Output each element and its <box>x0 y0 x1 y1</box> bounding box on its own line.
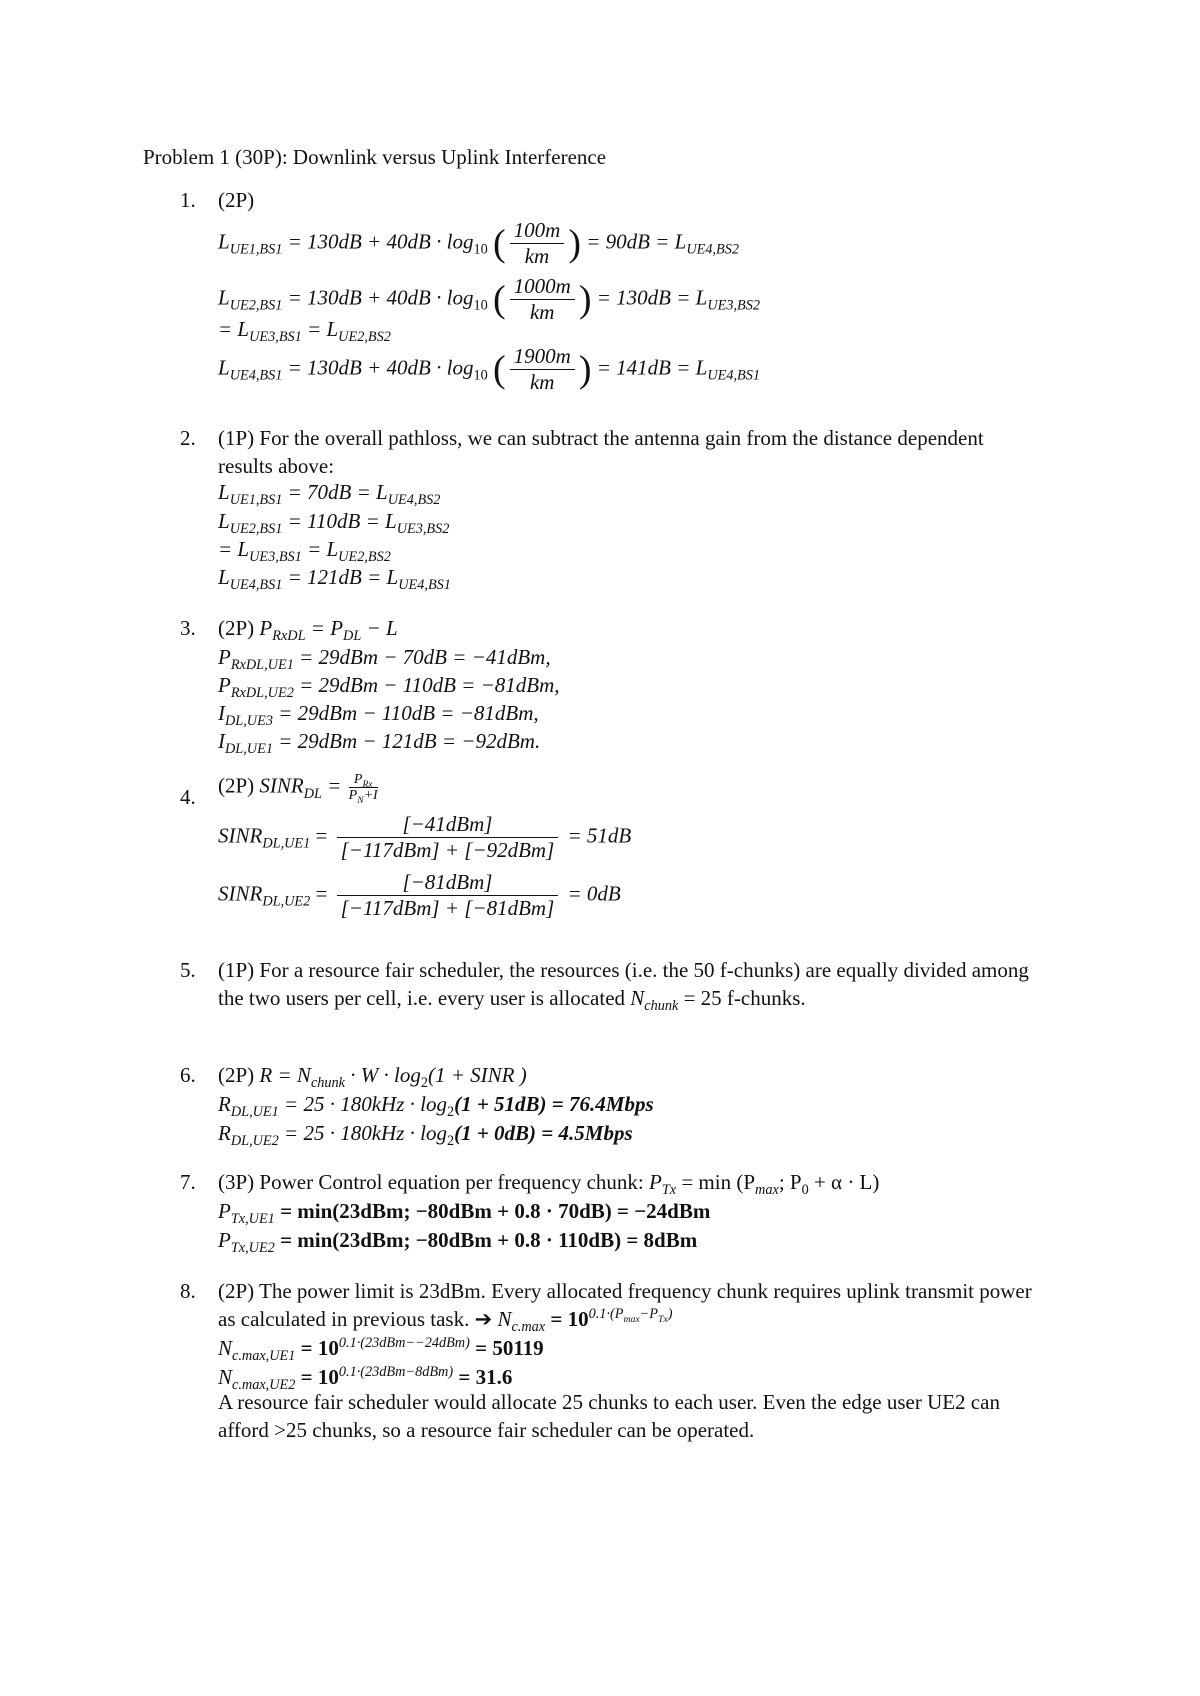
item-2-text: (1P) For the overall pathloss, we can subtract the antenna gain from the distance dependent results above: <box>218 426 984 478</box>
small-fraction <box>348 772 378 807</box>
superscript: 0.1·(23dBm−8dBm) <box>338 1364 454 1380</box>
subscript: UE3,BS2 <box>707 297 761 314</box>
expr: = 10 <box>295 1336 339 1360</box>
expr: = 10 <box>545 1307 589 1331</box>
paren: ) <box>578 278 592 321</box>
subscript: DL <box>343 628 362 645</box>
paren: ( <box>493 348 506 391</box>
expr: = 121dB = L <box>282 565 399 589</box>
subscript: c.max,UE2 <box>232 1377 296 1394</box>
item-number-8: 8. <box>180 1279 196 1303</box>
sup-sub-1: max <box>623 1313 640 1325</box>
result: = 0dB <box>567 881 621 906</box>
subscript: DL <box>303 785 322 802</box>
fraction <box>510 344 575 395</box>
subscript: 10 <box>473 297 488 314</box>
superscript <box>588 1306 673 1325</box>
expr: = min(23dBm; −80dBm + 0.8 · 110dB) = 8dBm <box>274 1228 698 1252</box>
expr: = L <box>218 317 250 341</box>
expr: = L <box>218 537 250 561</box>
item-7-eq-2 <box>218 1228 698 1257</box>
points-label: (2P) <box>218 616 260 640</box>
paren: ( <box>493 278 506 321</box>
denominator: km <box>524 244 550 268</box>
symbol: P <box>218 1199 231 1223</box>
sup-b: −P <box>639 1306 658 1322</box>
item-number-1: 1. <box>180 188 196 212</box>
paren: ) <box>578 348 592 391</box>
expr: = min(23dBm; −80dBm + 0.8 · 70dB) = −24dBm <box>274 1199 711 1223</box>
subscript: DL,UE1 <box>262 835 311 852</box>
subscript: UE1,BS1 <box>229 241 283 258</box>
item-1-heading: (2P) <box>218 188 255 212</box>
num-symbol: P <box>353 772 363 787</box>
symbol: R <box>218 1121 231 1145</box>
symbol: N <box>218 1365 233 1389</box>
item-8-text <box>218 1277 1038 1336</box>
num-sub: Rx <box>362 779 373 790</box>
numerator: 1000m <box>510 274 575 300</box>
expr: = 141dB = L <box>596 355 708 380</box>
fraction <box>337 870 559 921</box>
subscript: 10 <box>473 241 488 258</box>
subscript: 2 <box>420 1075 428 1092</box>
item-2-eq-1 <box>218 480 441 509</box>
subscript: Tx <box>661 1182 677 1199</box>
expr: = L <box>301 317 339 341</box>
symbol: SINR <box>259 773 304 798</box>
subscript: Tx,UE2 <box>230 1240 275 1257</box>
item-number-5: 5. <box>180 958 196 982</box>
item-8-eq-1 <box>218 1335 544 1365</box>
symbol: N <box>497 1307 512 1331</box>
subscript: UE2,BS2 <box>338 329 391 346</box>
item-number-7: 7. <box>180 1170 196 1194</box>
paren: ( <box>493 222 506 265</box>
subscript: UE4,BS2 <box>686 241 740 258</box>
result: (1 + 51dB) = 76.4Mbps <box>454 1092 654 1116</box>
expr: ; P <box>778 1170 802 1194</box>
symbol: L <box>218 229 230 254</box>
symbol: P <box>218 645 231 669</box>
subscript: c.max,UE1 <box>232 1348 296 1365</box>
denominator: [−117dBm] + [−92dBm] <box>340 838 555 862</box>
item-6-eq-1 <box>218 1092 654 1121</box>
subscript: chunk <box>644 998 679 1015</box>
numerator <box>349 772 378 788</box>
symbol: I <box>218 701 225 725</box>
symbol: L <box>218 565 230 589</box>
symbol: P <box>648 1170 662 1194</box>
subscript: chunk <box>310 1075 345 1092</box>
numerator: [−81dBm] <box>337 870 559 896</box>
subscript: UE3,BS1 <box>249 549 302 566</box>
item-number-2: 2. <box>180 426 196 450</box>
symbol: N <box>630 986 645 1010</box>
denominator: [−117dBm] + [−81dBm] <box>340 896 555 920</box>
symbol: P <box>218 1228 231 1252</box>
expr: = 110dB = L <box>282 509 397 533</box>
subscript: Tx,UE1 <box>230 1211 275 1228</box>
symbol: P <box>218 673 231 697</box>
symbol: L <box>218 355 230 380</box>
result: = 50119 <box>469 1336 544 1360</box>
expr: = 130dB = L <box>596 285 708 310</box>
symbol: R <box>218 1092 231 1116</box>
item-3-heading <box>218 616 398 645</box>
equals: = <box>310 823 333 848</box>
subscript: 10 <box>473 367 488 384</box>
page-title: Problem 1 (30P): Downlink versus Uplink Interference <box>143 145 607 169</box>
expr: = 29dBm − 70dB = −41dBm, <box>293 645 551 669</box>
symbol: L <box>218 285 230 310</box>
expr: = 130dB + 40dB · log <box>282 285 474 310</box>
subscript: RxDL <box>272 628 306 645</box>
item-4-eq-1 <box>218 812 631 863</box>
fraction <box>337 812 559 863</box>
subscript: DL,UE2 <box>230 1133 279 1150</box>
item-8-conclusion: A resource fair scheduler would allocate 25 chunks to each user. Even the edge user UE2 can afford >25 chunks, so a resource fair scheduler can be operated. <box>218 1390 1000 1442</box>
expr: (1 + SINR ) <box>427 1063 527 1087</box>
expr: = 29dBm − 110dB = −81dBm, <box>293 673 560 697</box>
item-3-eq-1 <box>218 645 551 674</box>
item-1-eq-4 <box>218 344 760 395</box>
expr: · W · log <box>345 1063 421 1087</box>
subscript: UE4,BS1 <box>229 577 283 594</box>
symbol: SINR <box>218 881 263 906</box>
den-end: +I <box>363 788 378 804</box>
subscript: max <box>755 1182 779 1199</box>
item-8-text-a: (2P) The power limit is 23dBm. Every allocated frequency chunk requires uplink transmit power as calculated in previous task. <box>218 1279 1032 1331</box>
symbol: P <box>259 616 273 640</box>
item-7-heading <box>218 1170 880 1199</box>
item-number-4: 4. <box>180 785 196 809</box>
subscript: DL,UE1 <box>225 741 273 758</box>
superscript: 0.1·(23dBm−−24dBm) <box>338 1335 470 1351</box>
item-3-eq-3 <box>218 701 539 730</box>
denominator: km <box>529 300 555 324</box>
numerator: 1900m <box>510 344 575 370</box>
subscript: RxDL,UE2 <box>230 685 294 702</box>
sup-sub-2: Tx <box>658 1313 668 1325</box>
subscript: UE4,BS1 <box>229 367 283 384</box>
subscript: DL,UE3 <box>225 713 273 730</box>
subscript: UE4,BS1 <box>398 577 451 594</box>
item-1-eq-1 <box>218 218 739 269</box>
symbol: SINR <box>218 823 263 848</box>
item-number-3: 3. <box>180 616 196 640</box>
result: = 51dB <box>567 823 632 848</box>
symbol: I <box>218 729 225 753</box>
expr: = L <box>301 537 339 561</box>
expr: = 90dB = L <box>586 229 687 254</box>
item-2-eq-3 <box>218 537 391 566</box>
item-2-eq-4 <box>218 565 451 594</box>
points-label: (2P) <box>218 773 260 798</box>
symbol: N <box>218 1336 233 1360</box>
expr: = P <box>305 616 344 640</box>
subscript: 0 <box>801 1182 809 1199</box>
subscript: UE1,BS1 <box>229 492 283 509</box>
expr: = 29dBm − 121dB = −92dBm. <box>272 729 541 753</box>
subscript: UE4,BS2 <box>387 492 441 509</box>
expr: = 130dB + 40dB · log <box>282 355 474 380</box>
expr: = 70dB = L <box>282 480 388 504</box>
expr: = <box>322 773 347 798</box>
item-5-text <box>218 956 1038 1015</box>
den-sub: N <box>357 796 364 807</box>
numerator: [−41dBm] <box>337 812 559 838</box>
symbol: L <box>218 480 230 504</box>
denominator <box>348 788 378 807</box>
item-2-eq-2 <box>218 509 450 538</box>
item-1-eq-3 <box>218 317 391 346</box>
result: (1 + 0dB) = 4.5Mbps <box>454 1121 633 1145</box>
equals: = <box>310 881 333 906</box>
subscript: UE4,BS1 <box>707 367 761 384</box>
symbol: L <box>218 509 230 533</box>
points-label: (2P) <box>218 1063 260 1087</box>
subscript: 2 <box>446 1104 455 1121</box>
item-6-heading <box>218 1063 527 1092</box>
subscript: DL,UE2 <box>262 893 311 910</box>
paren: ) <box>568 222 581 265</box>
sup-c: ) <box>667 1306 673 1322</box>
subscript: UE3,BS2 <box>396 521 450 538</box>
subscript: DL,UE1 <box>230 1104 279 1121</box>
expr: = 29dBm − 110dB = −81dBm, <box>272 701 539 725</box>
subscript: c.max <box>511 1319 546 1336</box>
subscript: 2 <box>446 1133 455 1150</box>
item-4-eq-2 <box>218 870 621 921</box>
denominator: km <box>529 370 555 394</box>
arrow-icon: ➔ <box>474 1307 493 1331</box>
subscript: UE2,BS2 <box>338 549 391 566</box>
fraction <box>510 218 565 269</box>
item-4-heading <box>218 772 380 807</box>
numerator: 100m <box>510 218 565 244</box>
subscript: UE2,BS1 <box>229 521 283 538</box>
item-5-text-b: = 25 f-chunks. <box>678 986 806 1010</box>
subscript: RxDL,UE1 <box>230 657 294 674</box>
subscript: UE2,BS1 <box>229 297 283 314</box>
fraction <box>510 274 575 325</box>
item-7-text: (3P) Power Control equation per frequency chunk: <box>218 1170 649 1194</box>
subscript: UE3,BS1 <box>249 329 302 346</box>
expr: = 25 · 180kHz · log <box>278 1092 447 1116</box>
sup-a: 0.1·(P <box>588 1306 624 1322</box>
item-3-eq-2 <box>218 673 560 702</box>
expr: R = N <box>259 1063 311 1087</box>
item-8-eq-2 <box>218 1364 513 1394</box>
den-symbol: P <box>348 788 358 804</box>
expr: − L <box>361 616 398 640</box>
expr: + α · L) <box>808 1170 880 1194</box>
item-7-eq-1 <box>218 1199 711 1228</box>
item-3-eq-4 <box>218 729 541 758</box>
result: = 31.6 <box>453 1365 513 1389</box>
expr: = 10 <box>295 1365 339 1389</box>
item-6-eq-2 <box>218 1121 633 1150</box>
item-5-text-a: (1P) For a resource fair scheduler, the resources (i.e. the 50 f-chunks) are equally divided among the two users per cell, i.e. every user is allocated <box>218 958 1029 1010</box>
expr: = 25 · 180kHz · log <box>278 1121 447 1145</box>
expr: = 130dB + 40dB · log <box>282 229 474 254</box>
item-number-6: 6. <box>180 1063 196 1087</box>
expr: = min (P <box>676 1170 756 1194</box>
